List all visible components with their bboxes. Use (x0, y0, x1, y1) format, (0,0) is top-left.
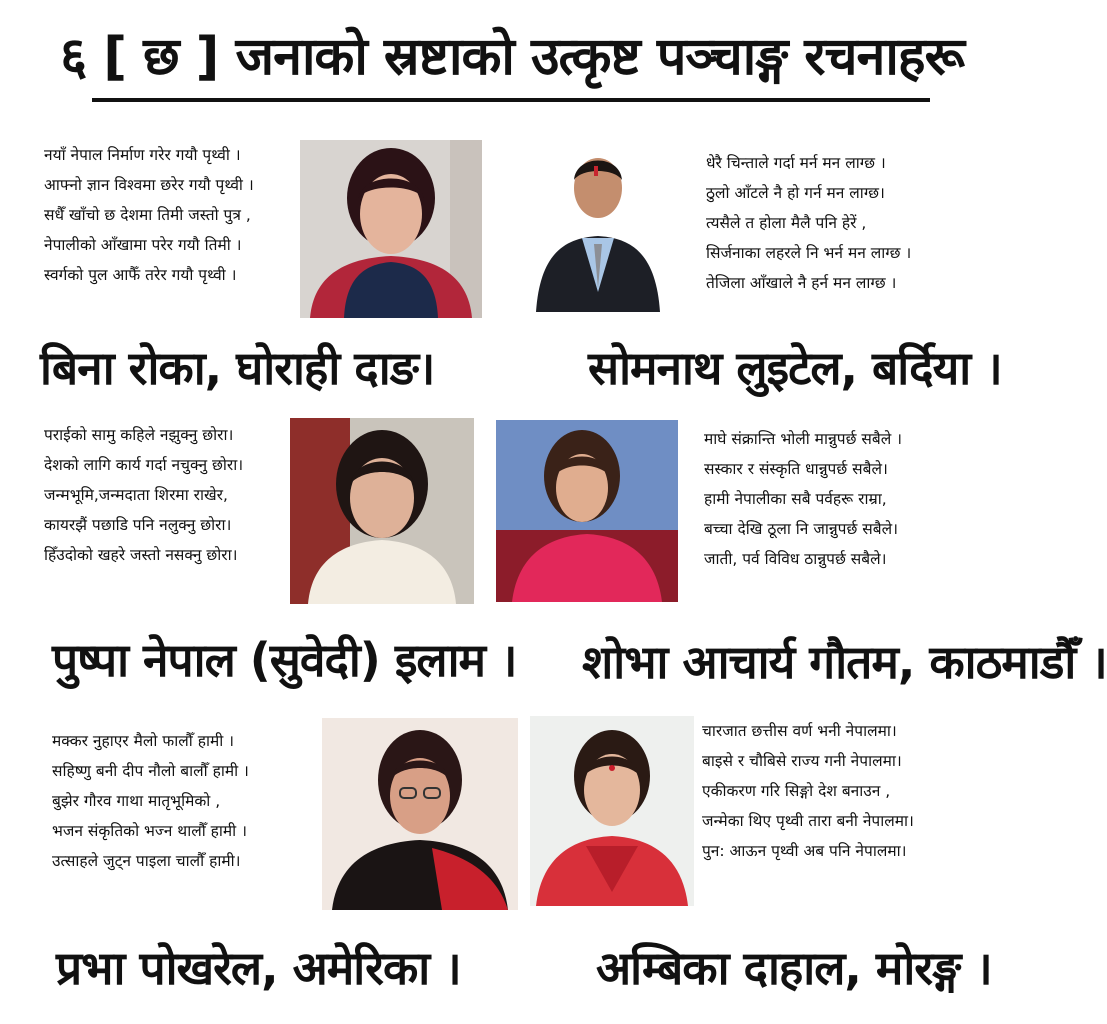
title-underline (92, 98, 930, 102)
poem-line: ठुलो आँटले नै हो गर्न मन लाग्छ। (706, 184, 885, 202)
poem-line: माघे संक्रान्ति भोली मान्नुपर्छ सबैले । (704, 430, 903, 448)
poem-line: पुन: आऊन पृथ्वी अब पनि नेपालमा। (702, 842, 907, 860)
portrait-pushpa-nepal (290, 418, 474, 604)
poem-line: कायरझैं पछाडि पनि नलुक्नु छोरा। (44, 516, 232, 534)
portrait-bina-roka (300, 140, 482, 318)
poem-line: सस्कार र संस्कृति धान्नुपर्छ सबैले। (704, 460, 888, 478)
poem-pushpa-nepal (44, 420, 243, 570)
poem-line: तेजिला आँखाले नै हर्न मन लाग्छ । (706, 274, 897, 292)
portrait-shobha-acharya (496, 420, 678, 602)
poem-ambika-dahal (702, 716, 914, 866)
poem-line: जन्मेका थिए पृथ्वी तारा बनी नेपालमा। (702, 812, 914, 830)
poem-bina-roka (44, 140, 254, 290)
poem-line: हिँउदोको खहरे जस्तो नसक्नु छोरा। (44, 546, 238, 564)
author-name-somnath-luitel: सोमनाथ लुइटेल, बर्दिया । (588, 341, 1002, 395)
author-name-pushpa-nepal: पुष्पा नेपाल (सुवेदी) इलाम । (52, 633, 517, 687)
poem-line: सहिष्णु बनी दीप नौलो बालौँ हामी । (52, 762, 249, 780)
poem-line: त्यसैले त होला मैलै पनि हेरें , (706, 214, 867, 232)
poem-line: बच्चा देखि ठूला नि जान्नुपर्छ सबैले। (704, 520, 898, 538)
poem-line: सिर्जनाका लहरले नि भर्न मन लाग्छ । (706, 244, 912, 262)
poem-line: चारजात छत्तीस वर्ण भनी नेपालमा। (702, 722, 897, 740)
author-name-ambika-dahal: अम्बिका दाहाल, मोरङ्ग । (596, 941, 992, 995)
poem-line: नयाँ नेपाल निर्माण गरेर गयौ पृथ्वी । (44, 146, 241, 164)
poem-line: जन्मभूमि,जन्मदाता शिरमा राखेर, (44, 486, 228, 504)
poem-somnath-luitel (706, 148, 911, 298)
poem-line: भजन संकृतिको भज्न थालौँ हामी । (52, 822, 247, 840)
poem-line: जाती, पर्व विविध ठान्नुपर्छ सबैले। (704, 550, 887, 568)
portrait-ambika-dahal (530, 716, 694, 906)
portrait-prabha-pokharel (322, 718, 518, 910)
poem-line: सधैँ खाँचो छ देशमा तिमी जस्तो पुत्र , (44, 206, 251, 224)
author-name-bina-roka: बिना रोका, घोराही दाङ। (40, 341, 435, 395)
poem-line: एकीकरण गरि सिङ्गो देश बनाउन , (702, 782, 891, 800)
author-name-shobha-acharya: शोभा आचार्य गौतम, काठमाडौँ । (582, 635, 1107, 689)
author-name-prabha-pokharel: प्रभा पोखरेल, अमेरिका । (56, 941, 461, 995)
poem-line: हामी नेपालीका सबै पर्वहरू राम्रा, (704, 490, 887, 508)
poem-line: धेरै चिन्ताले गर्दा मर्न मन लाग्छ । (706, 154, 886, 172)
poem-line: बुझेर गौरव गाथा मातृभूमिको , (52, 792, 221, 810)
poem-line: बाइसे र चौबिसे राज्य गनी नेपालमा। (702, 752, 902, 770)
poem-line: स्वर्गको पुल आफैँ तरेर गयौ पृथ्वी । (44, 266, 237, 284)
poem-line: उत्साहले जुट्न पाइला चालौँ हामी। (52, 852, 241, 870)
poem-line: आफ्नो ज्ञान विश्वमा छरेर गयौ पृथ्वी । (44, 176, 254, 194)
poem-line: नेपालीको आँखामा परेर गयौ तिमी । (44, 236, 242, 254)
page-title: ६ [ छ ] जनाको स्रष्टाको उत्कृष्ट पञ्चाङ्ग रचनाहरू (60, 27, 964, 87)
poem-prabha-pokharel (52, 726, 249, 876)
poem-line: देशको लागि कार्य गर्दा नचुक्नु छोरा। (44, 456, 244, 474)
poem-line: पराईको सामु कहिले नझुक्नु छोरा। (44, 426, 234, 444)
poem-line: मक्कर नुहाएर मैलो फालौँ हामी । (52, 732, 235, 750)
poem-shobha-acharya (704, 424, 902, 574)
portrait-somnath-luitel (532, 142, 664, 312)
